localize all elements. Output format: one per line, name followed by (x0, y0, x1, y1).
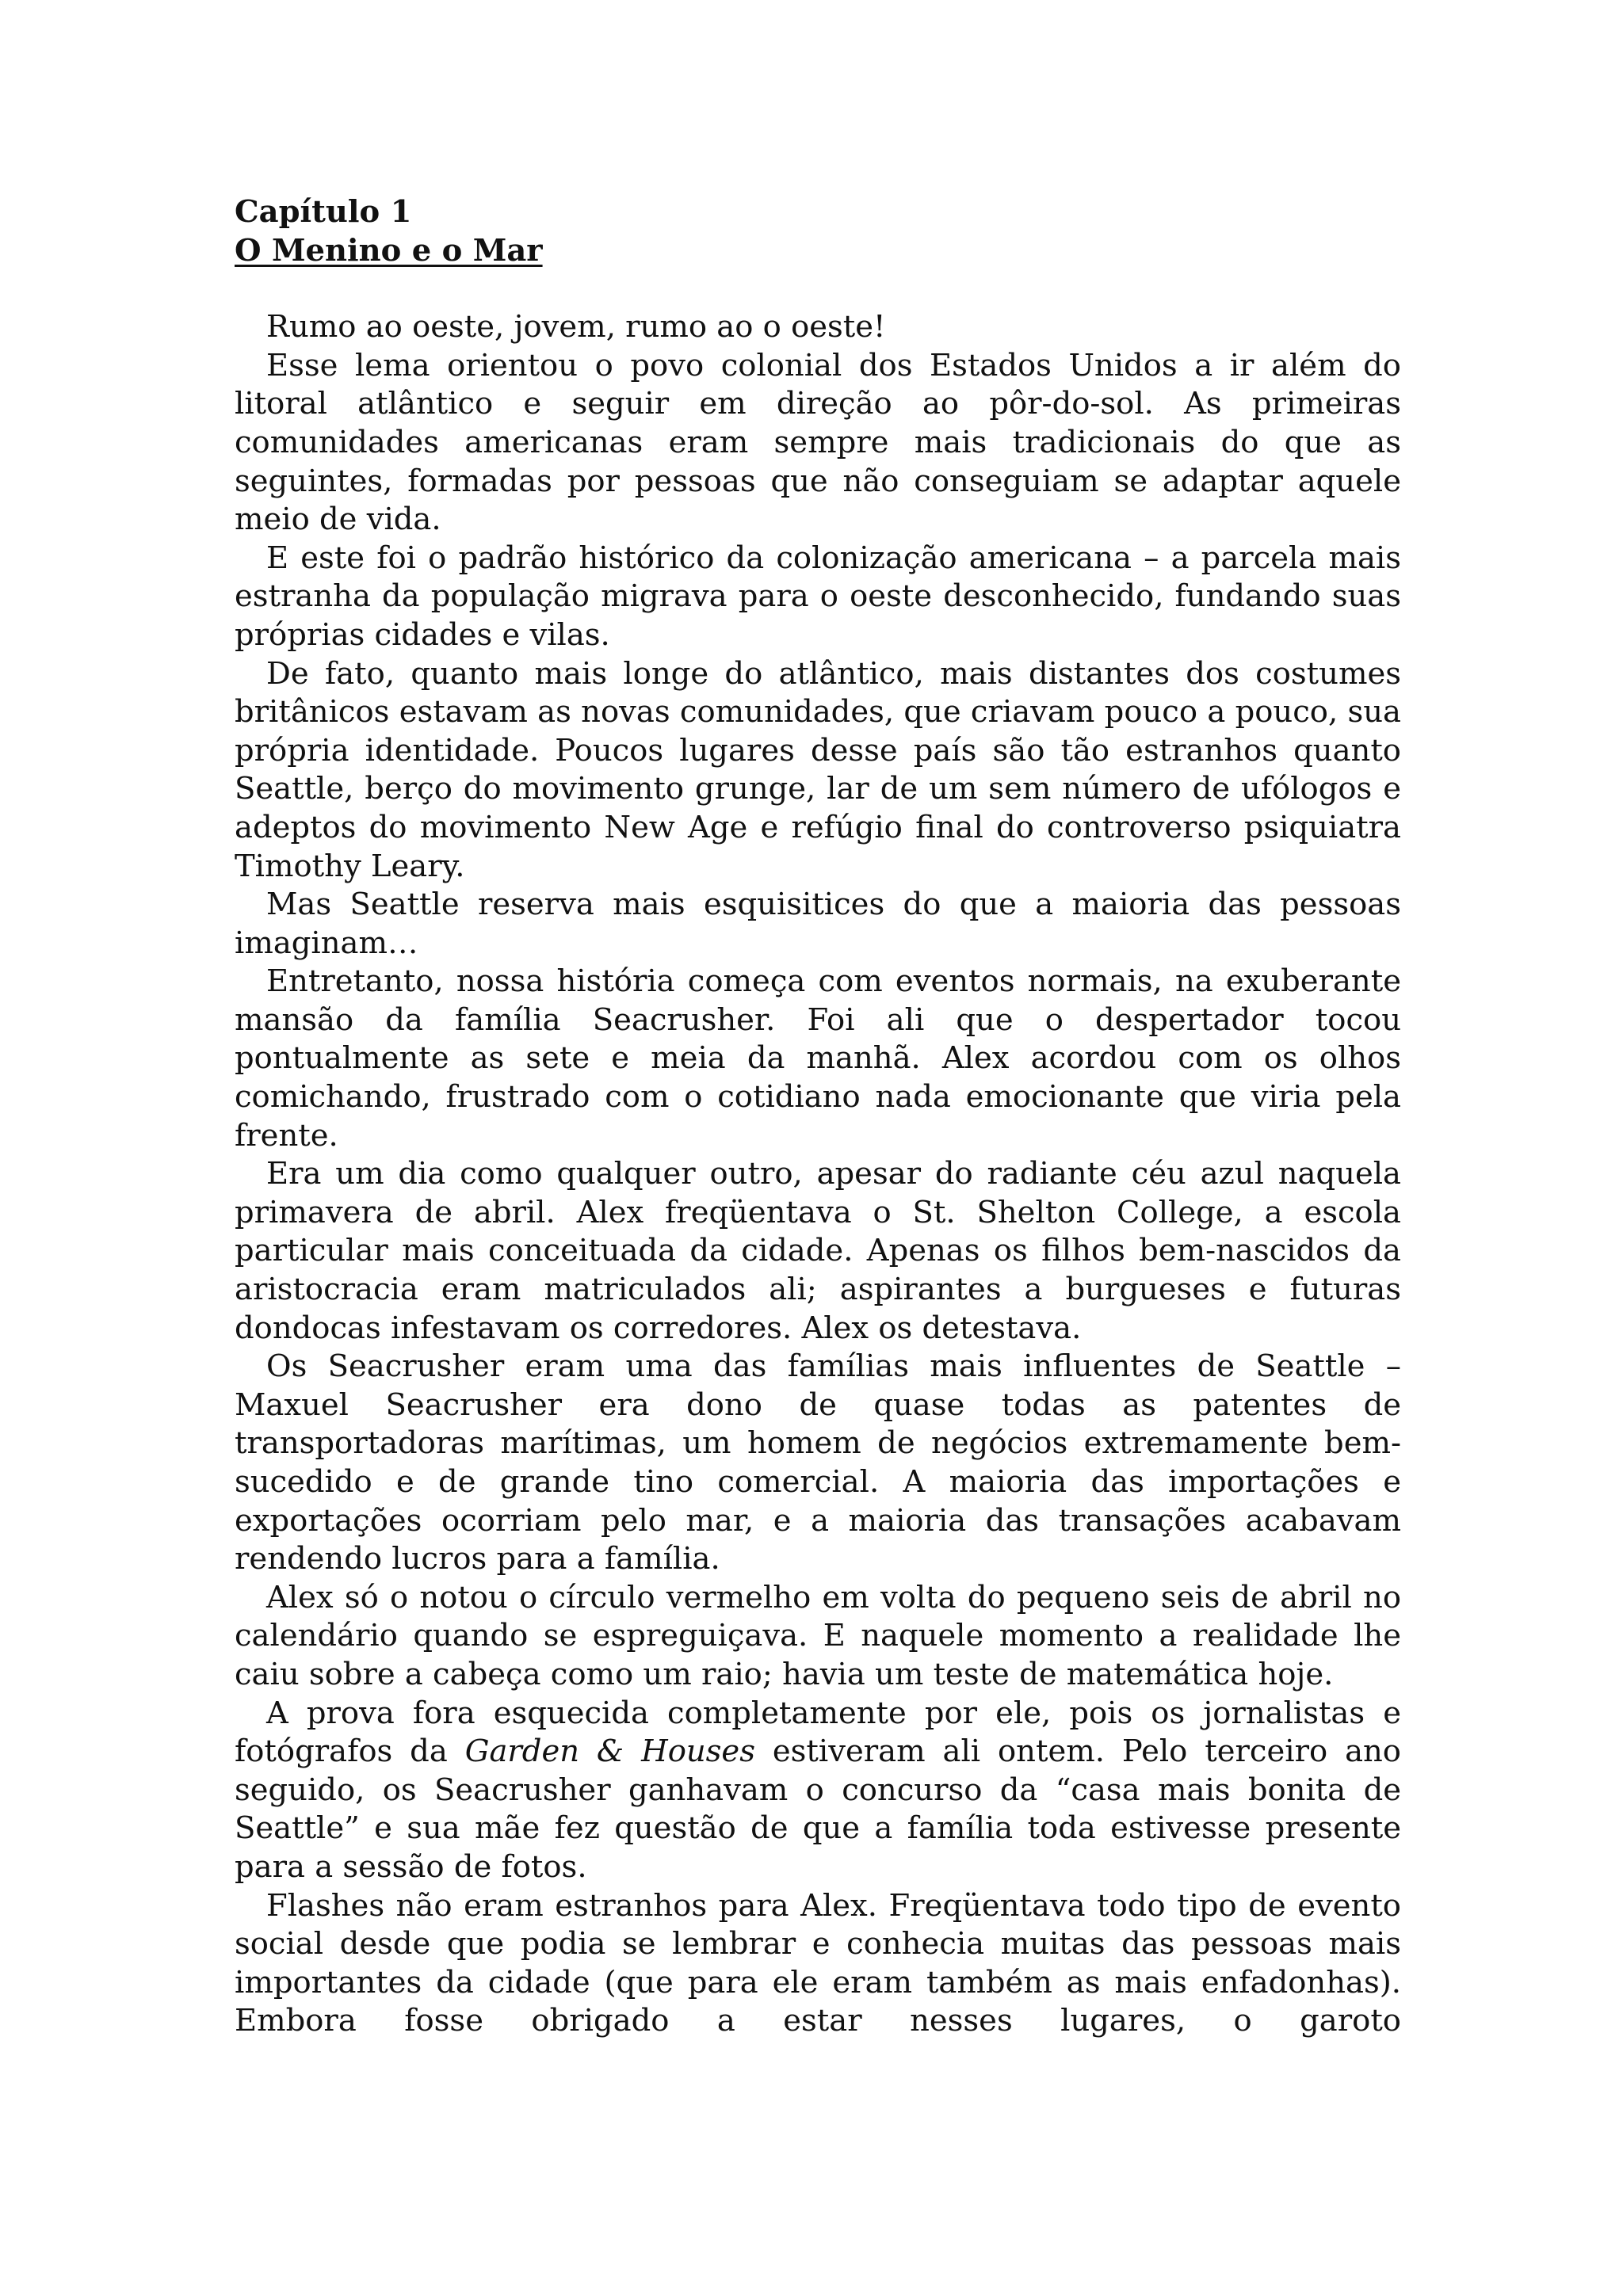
paragraph: Rumo ao oeste, jovem, rumo ao o oeste! (266, 309, 886, 345)
paragraph: Flashes não eram estranhos para Alex. Freqüentava todo tipo de evento social desde que podia se lembrar e conhecia muitas das pessoas mais importantes da cidade (que para ele eram também as mais enfadonhas). Embora fosse obrigado a estar nesses lugares, o garoto (235, 1887, 1401, 2039)
chapter-number: Capítulo 1 (235, 194, 412, 230)
chapter-title: O Menino e o Mar (235, 232, 543, 269)
paragraph: Entretanto, nossa história começa com eventos normais, na exuberante mansão da família Seacrusher. Foi ali que o despertador tocou pontualmente as sete e meia da manhã. Alex acordou com os olhos comichando, frustrado com o cotidiano nada emocionante que viria pela frente. (235, 963, 1401, 1154)
paragraph-text: estiveram ali ontem. Pelo terceiro ano seguido, os Seacrusher ganhavam o concurso da “casa mais bonita de Seattle” e sua mãe fez questão de que a família toda estivesse presente para a sessão de fotos. (235, 1733, 1401, 1885)
paragraph (235, 1695, 1401, 1887)
chapter-body (235, 308, 1401, 2041)
paragraph: Mas Seattle reserva mais esquisitices do que a maioria das pessoas imaginam… (235, 887, 1401, 961)
paragraph: Era um dia como qualquer outro, apesar do radiante céu azul naquela primavera de abril. Alex freqüentava o St. Shelton College, a escola particular mais conceituada da cidade. Apenas os filhos bem-nascidos da aristocracia eram matriculados ali; aspirantes a burgueses e futuras dondocas infestavam os corredores. Alex os detestava. (235, 1156, 1401, 1346)
paragraph: De fato, quanto mais longe do atlântico, mais distantes dos costumes britânicos estavam as novas comunidades, que criavam pouco a pouco, sua própria identidade. Poucos lugares desse país são tão estranhos quanto Seattle, berço do movimento grunge, lar de um sem número de ufólogos e adeptos do movimento New Age e refúgio final do controverso psiquiatra Timothy Leary. (235, 655, 1401, 884)
document-page (235, 193, 1401, 2041)
paragraph: Os Seacrusher eram uma das famílias mais influentes de Seattle – Maxuel Seacrusher era dono de quase todas as patentes de transportadoras marítimas, um homem de negócios extremamente bem-sucedido e de grande tino comercial. A maioria das importações e exportações ocorriam pelo mar, e a maioria das transações acabavam rendendo lucros para a família. (235, 1348, 1401, 1577)
paragraph: Esse lema orientou o povo colonial dos Estados Unidos a ir além do litoral atlântico e seguir em direção ao pôr-do-sol. As primeiras comunidades americanas eram sempre mais tradicionais do que as seguintes, formadas por pessoas que não conseguiam se adaptar aquele meio de vida. (235, 347, 1401, 538)
paragraph: Alex só o notou o círculo vermelho em volta do pequeno seis de abril no calendário quando se espreguiçava. E naquele momento a realidade lhe caiu sobre a cabeça como um raio; havia um teste de matemática hoje. (235, 1579, 1401, 1692)
magazine-title: Garden & Houses (464, 1733, 755, 1770)
paragraph: E este foi o padrão histórico da colonização americana – a parcela mais estranha da população migrava para o oeste desconhecido, fundando suas próprias cidades e vilas. (235, 540, 1401, 653)
paragraph-text: A prova fora esquecida completamente por ele, pois os jornalistas e fotógrafos da (235, 1695, 1401, 1770)
